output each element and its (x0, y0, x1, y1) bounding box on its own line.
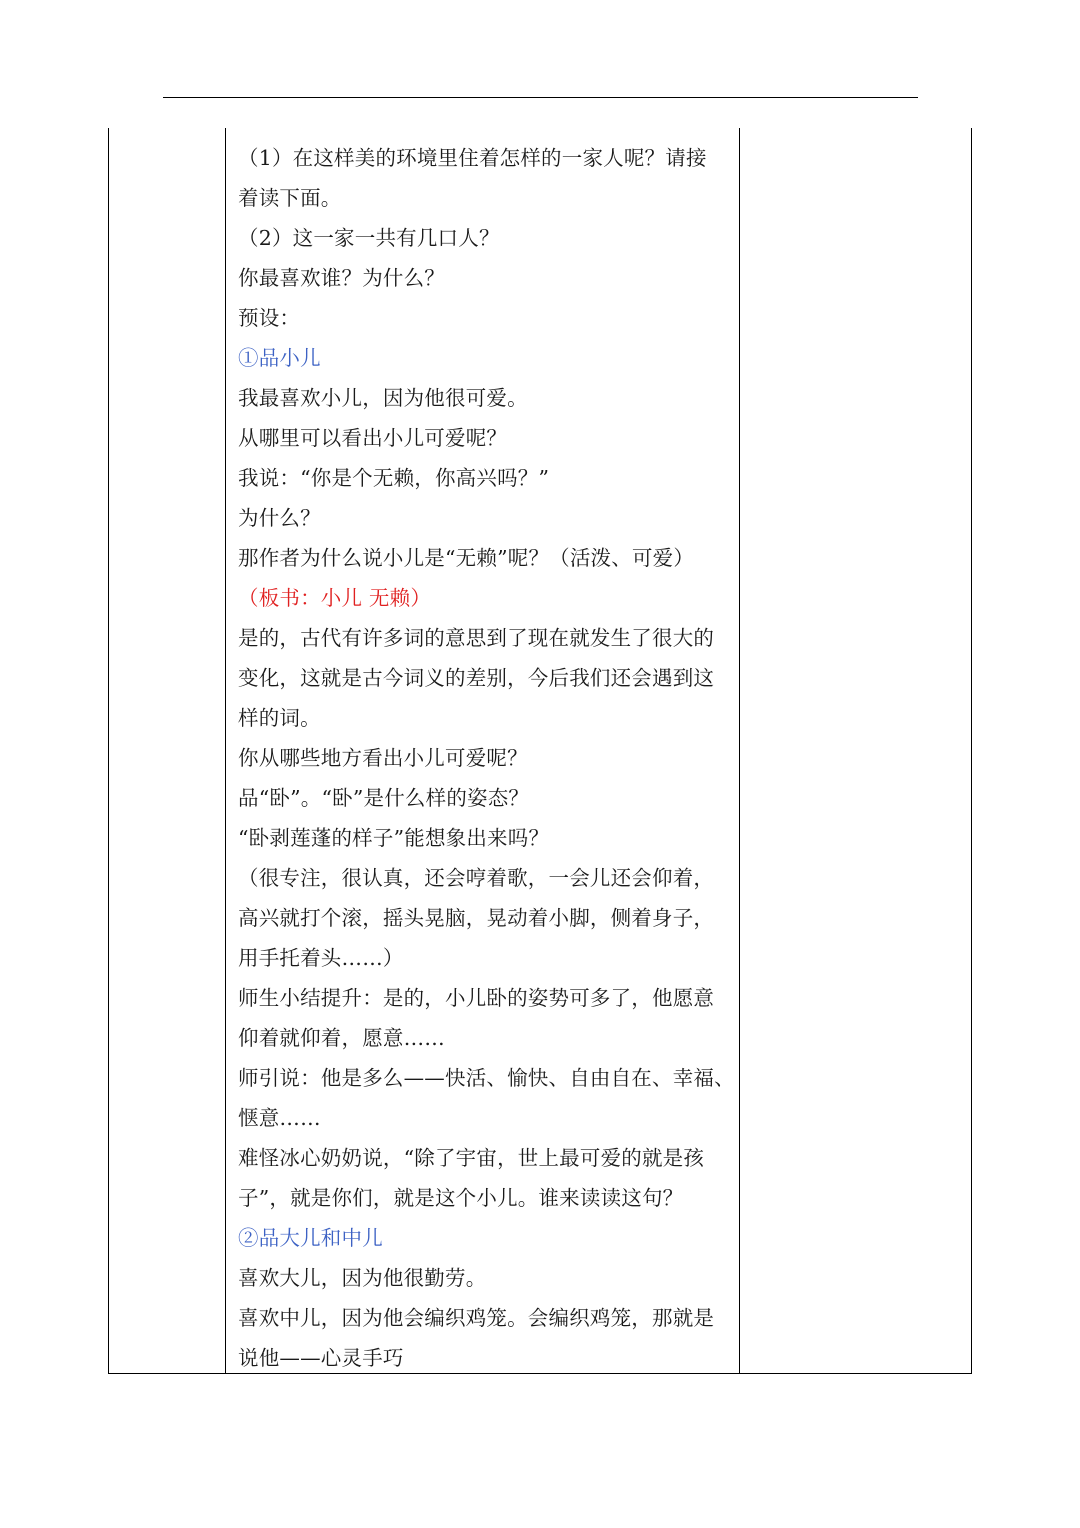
text-line: 变化，这就是古今词义的差别，今后我们还会遇到这 (238, 666, 715, 690)
text-line: （1）在这样美的环境里住着怎样的一家人呢？请接 (238, 146, 707, 170)
lesson-content-cell (238, 138, 738, 1378)
text-line: 说他——心灵手巧 (238, 1346, 404, 1370)
text-line: 你最喜欢谁？为什么？ (238, 266, 445, 290)
text-line: 着读下面。 (238, 186, 342, 210)
text-line: 用手托着头……） (238, 946, 404, 970)
header-rule (163, 97, 918, 98)
text-line: 高兴就打个滚，摇头晃脑，晃动着小脚，侧着身子， (238, 906, 715, 930)
text-line: “卧剥莲蓬的样子”能想象出来吗？ (238, 826, 550, 850)
text-line: 仰着就仰着，愿意…… (238, 1026, 445, 1050)
text-line: 喜欢大儿，因为他很勤劳。 (238, 1266, 487, 1290)
text-line: 品“卧”。“卧”是什么样的姿态？ (238, 786, 530, 810)
column-divider-right (739, 128, 740, 1373)
text-line: 惬意…… (238, 1106, 321, 1130)
section-heading: ②品大儿和中儿 (238, 1226, 383, 1250)
text-line: 我说：“你是个无赖，你高兴吗？” (238, 466, 550, 490)
column-divider-left (225, 128, 226, 1373)
text-line: 从哪里可以看出小儿可爱呢？ (238, 426, 508, 450)
section-heading: ①品小儿 (238, 346, 321, 370)
text-line: 预设： (238, 306, 301, 330)
text-line: 喜欢中儿，因为他会编织鸡笼。会编织鸡笼，那就是 (238, 1306, 715, 1330)
text-line: 是的，古代有许多词的意思到了现在就发生了很大的 (238, 626, 715, 650)
text-line: 子”，就是你们，就是这个小儿。谁来读读这句？ (238, 1186, 684, 1210)
text-line: （2）这一家一共有几口人？ (238, 226, 500, 250)
board-note: （板书：小儿 无赖） (238, 586, 432, 610)
text-line: 为什么？ (238, 506, 321, 530)
text-line: （很专注，很认真，还会哼着歌，一会儿还会仰着， (238, 866, 715, 890)
text-line: 师生小结提升：是的，小儿卧的姿势可多了，他愿意 (238, 986, 715, 1010)
text-line: 你从哪些地方看出小儿可爱呢？ (238, 746, 528, 770)
text-line: 样的词。 (238, 706, 321, 730)
text-line: 那作者为什么说小儿是“无赖”呢？（活泼、可爱） (238, 546, 695, 570)
text-line: 我最喜欢小儿，因为他很可爱。 (238, 386, 528, 410)
text-line: 师引说：他是多么——快活、愉快、自由自在、幸福、 (238, 1066, 735, 1090)
text-line: 难怪冰心奶奶说，“除了宇宙，世上最可爱的就是孩 (238, 1146, 705, 1170)
